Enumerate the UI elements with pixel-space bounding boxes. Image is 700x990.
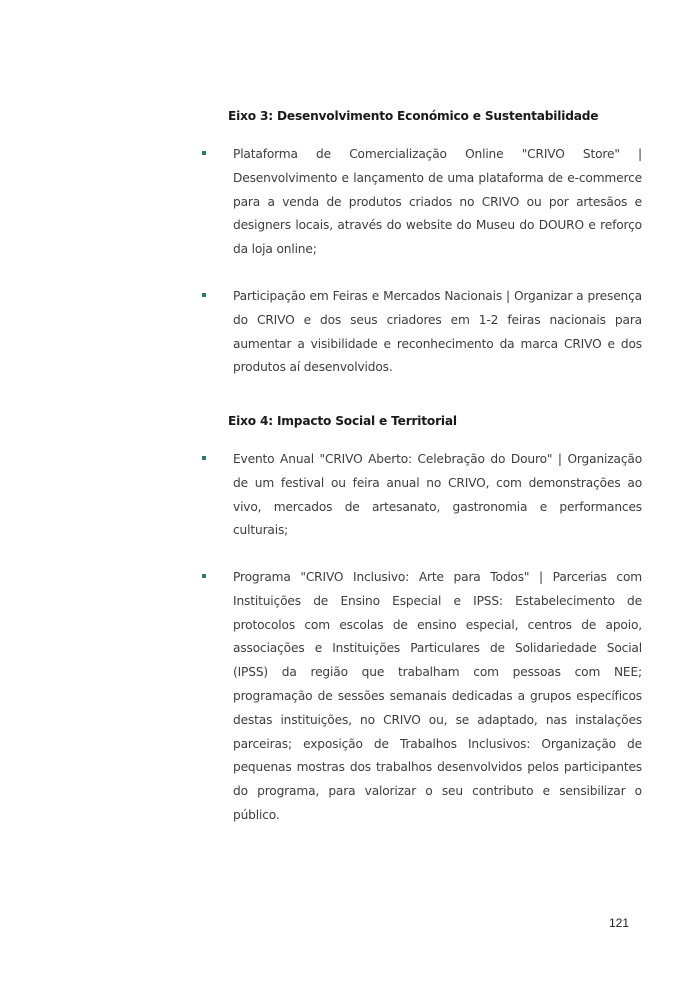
bullet-icon — [202, 293, 206, 297]
page-number: 121 — [609, 916, 630, 930]
list-item-text: Evento Anual "CRIVO Aberto: Celebração do Douro" | Organização de um festival ou feira anual no CRIVO, com demonstrações ao vivo, mercados de artesanato, gastronomia e performances culturais; — [233, 452, 642, 538]
bullet-icon — [202, 151, 206, 155]
list-item — [200, 448, 642, 543]
bullet-icon — [202, 456, 206, 460]
list-item-text: Programa "CRIVO Inclusivo: Arte para Todos" | Parcerias com Instituições de Ensino Especial e IPSS: Estabelecimento de protocolos com escolas de ensino especial, centros de apoio, associações e Instituições Particulares de Solidariedade Social (IPSS) da região que trabalham com pessoas com NEE; programação de sessões semanais dedicadas a grupos específicos destas instituições, no CRIVO ou, se adaptado, nas instalações parceiras; exposição de Trabalhos Inclusivos: Organização de pequenas mostras dos trabalhos desenvolvidos pelos participantes do programa, para valorizar o seu contributo e sensibilizar o público. — [233, 570, 642, 822]
section-heading-eixo-4: Eixo 4: Impacto Social e Territorial — [228, 414, 457, 428]
bullet-icon — [202, 574, 206, 578]
list-item-text: Plataforma de Comercialização Online "CRIVO Store" | Desenvolvimento e lançamento de uma plataforma de e-commerce para a venda de produtos criados no CRIVO ou por artesãos e designers locais, através do website do Museu do DOURO e reforço da loja online; — [233, 147, 642, 257]
list-item — [200, 143, 642, 262]
list-item — [200, 285, 642, 380]
list-item-text: Participação em Feiras e Mercados Nacionais | Organizar a presença do CRIVO e dos seus criadores em 1-2 feiras nacionais para aumentar a visibilidade e reconhecimento da marca CRIVO e dos produtos aí desenvolvidos. — [233, 289, 642, 375]
list-item — [200, 566, 642, 828]
section-heading-eixo-3: Eixo 3: Desenvolvimento Económico e Sustentabilidade — [228, 109, 599, 123]
